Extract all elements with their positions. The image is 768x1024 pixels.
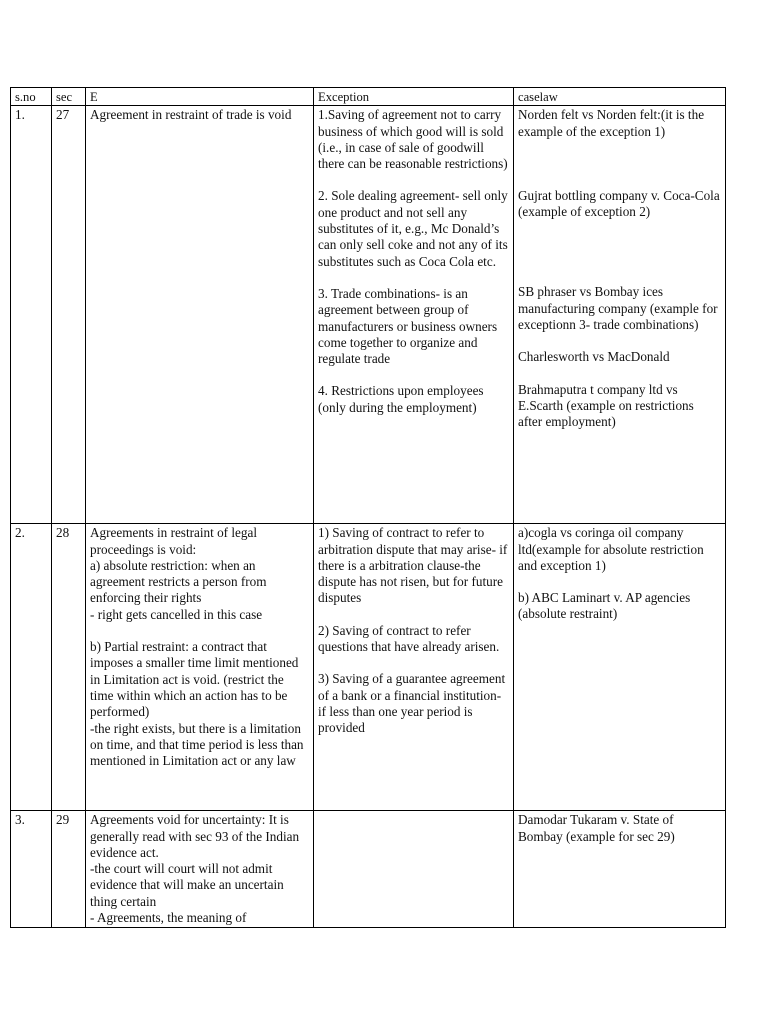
e-text: Agreements void for uncertainty: It is generally read with sec 93 of the Indian evidence act. -the court will court will not admit evidence that will make an uncertain thing certain - Agreements, the meaning of: [90, 812, 300, 926]
caselaw-text: SB phraser vs Bombay ices manufacturing company (example for exceptionn 3- trade combinations): [518, 284, 718, 333]
caselaw-text: b) ABC Laminart v. AP agencies (absolute restraint): [518, 590, 691, 622]
cell-sec: 27: [52, 106, 86, 524]
exception-text: 1) Saving of contract to refer to arbitration dispute that may arise- if there is a arbitration clause-the dispute has not risen, but for future disputes: [318, 525, 508, 606]
caselaw-text: Gujrat bottling company v. Coca-Cola (example of exception 2): [518, 187, 720, 220]
cell-caselaw: [514, 811, 726, 928]
cell-caselaw: [514, 106, 726, 524]
e-text: Agreements in restraint of legal proceedings is void: a) absolute restriction: when an agreement restricts a person from enforcing their rights - right gets cancelled in this case: [90, 525, 267, 622]
cell-exception: [314, 524, 514, 811]
exception-text: 4. Restrictions upon employees (only during the employment): [318, 383, 484, 415]
cell-sno: 3.: [11, 811, 52, 928]
header-row: [11, 88, 726, 106]
cell-e: [86, 106, 314, 524]
caselaw-text: Charlesworth vs MacDonald: [518, 349, 670, 365]
sections-table: [10, 87, 726, 928]
cell-sec: 29: [52, 811, 86, 928]
e-text: b) Partial restraint: a contract that imposes a smaller time limit mentioned in Limitation act is void. (restrict the time within which an action has to be performed) -the right exists, but there is a limitation on time, and that time period is less than mentioned in Limitation act or any law: [90, 639, 304, 769]
caselaw-text: Brahmaputra t company ltd vs E.Scarth (example on restrictions after employment): [518, 381, 694, 430]
caselaw-text: a)cogla vs coringa oil company ltd(example for absolute restriction and exception 1): [518, 525, 704, 573]
table-row: [11, 106, 726, 524]
cell-sec: 28: [52, 524, 86, 811]
header-caselaw: caselaw: [514, 88, 726, 106]
exception-text: 3. Trade combinations- is an agreement between group of manufacturers or business owners come together to organize and regulate trade: [318, 285, 498, 367]
exception-text: 1.Saving of agreement not to carry business of which good will is sold (i.e., in case of sale of goodwill there can be reasonable restrictions): [318, 107, 508, 172]
table-row: [11, 524, 726, 811]
caselaw-text: Damodar Tukaram v. State of Bombay (example for sec 29): [518, 812, 675, 844]
cell-exception: [314, 106, 514, 524]
header-exception: Exception: [314, 88, 514, 106]
cell-caselaw: [514, 524, 726, 811]
cell-e: [86, 524, 314, 811]
header-sno: s.no: [11, 88, 52, 106]
header-e: E: [86, 88, 314, 106]
e-clip: [90, 812, 309, 927]
cell-sno: 2.: [11, 524, 52, 811]
cell-sno: 1.: [11, 106, 52, 524]
exception-text: 3) Saving of a guarantee agreement of a bank or a financial institution- if less than one year period is provided: [318, 671, 506, 736]
exception-text: 2. Sole dealing agreement- sell only one product and not sell any substitutes of it, e.g., Mc Donald’s can only sell coke and not any of its substitutes such as Coca Cola etc.: [318, 188, 508, 269]
e-text: Agreement in restraint of trade is void: [90, 107, 292, 123]
caselaw-text: Norden felt vs Norden felt:(it is the example of the exception 1): [518, 107, 705, 139]
exception-text: 2) Saving of contract to refer questions that have already arisen.: [318, 622, 500, 655]
cell-e: [86, 811, 314, 928]
header-sec: sec: [52, 88, 86, 106]
cell-exception: [314, 811, 514, 928]
table-row: [11, 811, 726, 928]
